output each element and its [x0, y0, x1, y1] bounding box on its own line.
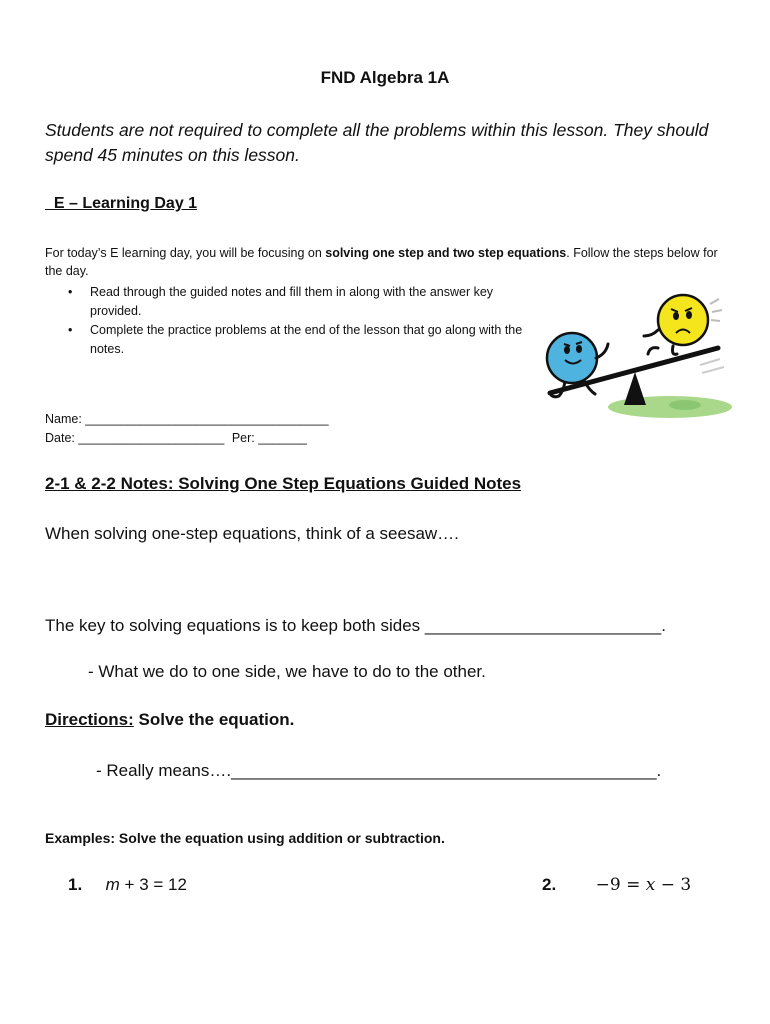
smiling-blue-face: [547, 333, 597, 383]
example-1: [68, 875, 187, 895]
date-field[interactable]: Date: _____________________: [45, 431, 225, 445]
directions-text: Solve the equation.: [133, 710, 295, 729]
example-expression: + 3 = 12: [119, 875, 187, 894]
instructions-lead: For today’s E learning day, you will be focusing on: [45, 246, 326, 260]
notes-title: 2-1 & 2-2 Notes: Solving One Step Equations Guided Notes: [45, 474, 522, 493]
example-number: 1.: [68, 875, 83, 894]
page-title: FND Algebra 1A: [320, 68, 450, 87]
unhappy-yellow-face: [658, 295, 708, 345]
instructions-paragraph: [45, 244, 735, 280]
date-row: [45, 429, 329, 448]
instructions-list: [68, 283, 528, 359]
directions: [45, 710, 294, 730]
day-heading: E – Learning Day 1: [45, 195, 198, 212]
what-line: - What we do to one side, we have to do to the other.: [88, 662, 486, 681]
examples-heading: Examples: Solve the equation using addition or subtraction.: [45, 830, 445, 846]
list-item: • Read through the guided notes and fill them in along with the answer key provided.: [68, 283, 528, 321]
really-line: - Really means…._____________________________________________.: [96, 761, 662, 780]
directions-label: Directions:: [45, 710, 134, 729]
example-variable: m: [105, 875, 120, 894]
student-fields: [45, 410, 329, 448]
seesaw-line: When solving one-step equations, think of a seesaw….: [45, 524, 459, 543]
key-line: The key to solving equations is to keep both sides _________________________.: [45, 616, 666, 635]
seesaw-illustration: [540, 290, 740, 425]
instructions-tail: . Follow the steps below for the day.: [45, 246, 718, 278]
seesaw-pivot: [624, 372, 646, 405]
example-2: [542, 875, 691, 895]
name-field[interactable]: Name: ___________________________________: [45, 412, 329, 426]
example-number: 2.: [542, 875, 557, 894]
instructions-focus: solving one step and two step equations: [325, 246, 567, 260]
example-expression: −9 = 𝑥 − 3: [595, 875, 692, 895]
intro-note: Students are not required to complete all the problems within this lesson. They should spend 45 minutes on this lesson.: [45, 120, 709, 165]
list-item: • Complete the practice problems at the end of the lesson that go along with the notes.: [68, 321, 528, 359]
per-field[interactable]: Per: _______: [231, 431, 307, 445]
